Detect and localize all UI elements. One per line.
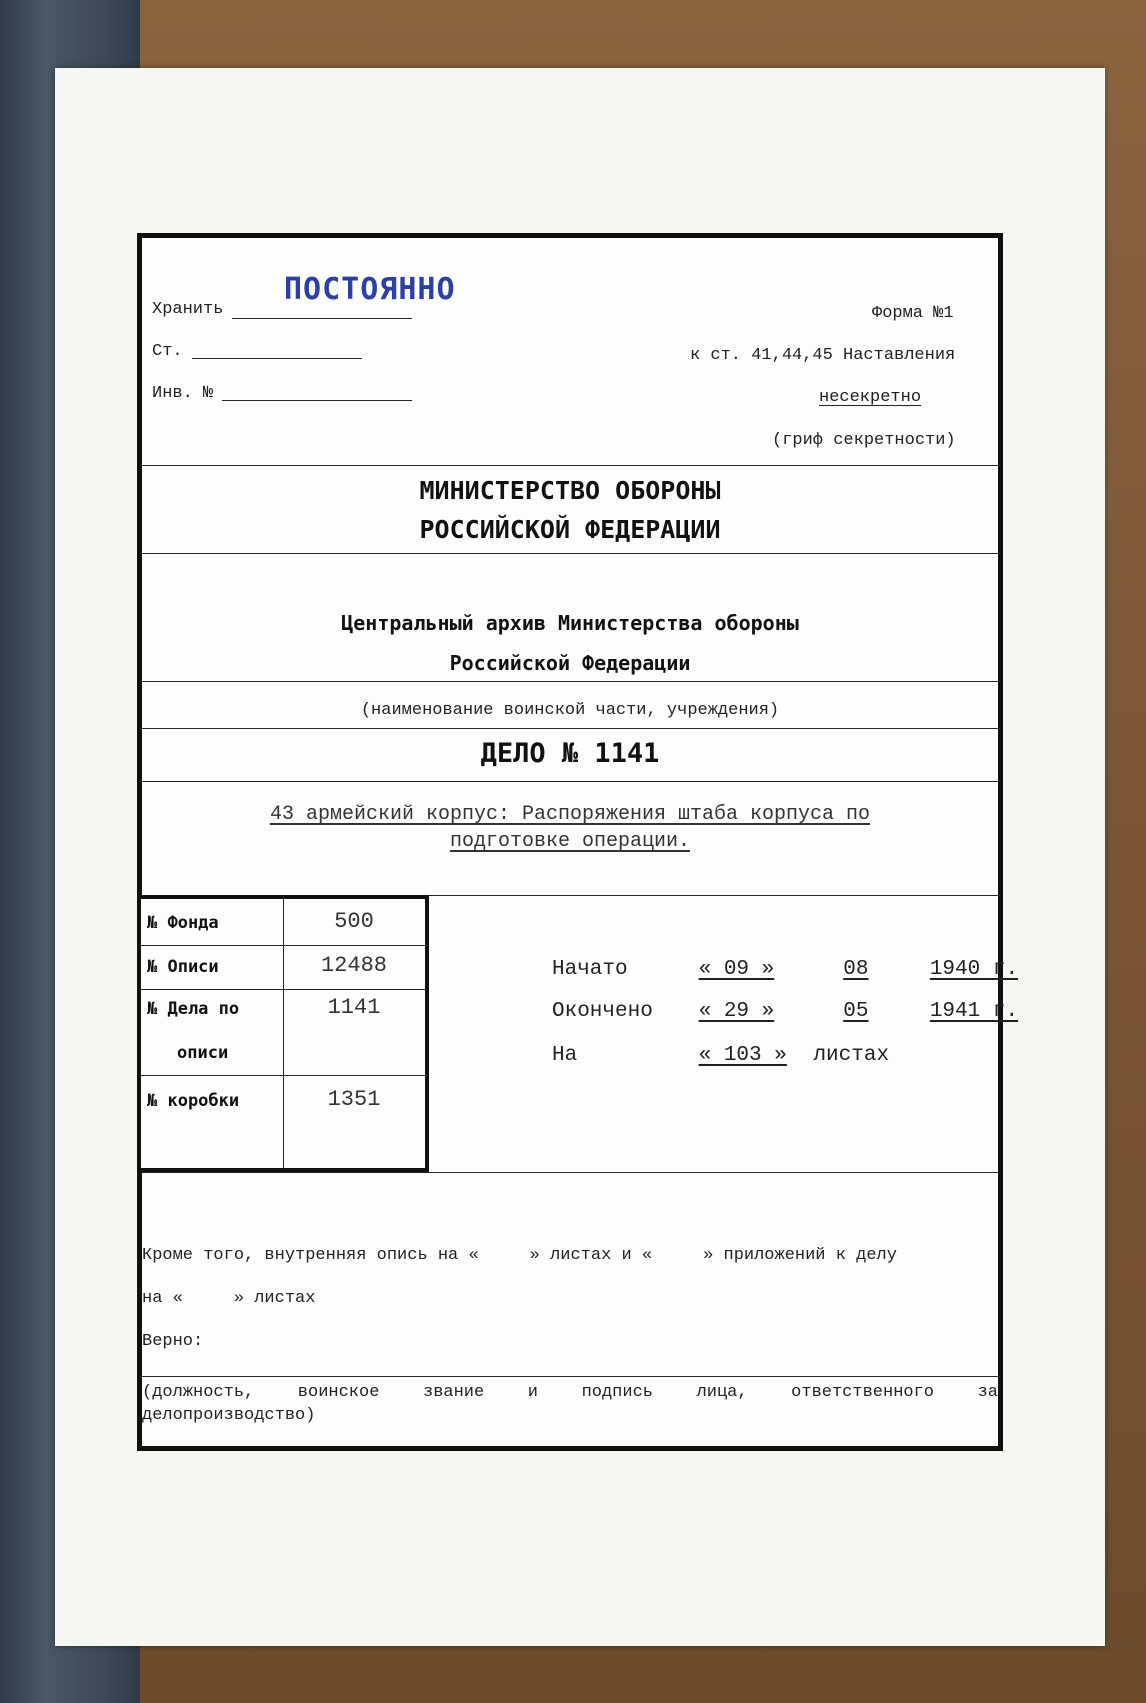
inventory-line: Кроме того, внутренняя опись на « » листах и « » приложений к делу	[142, 1246, 897, 1265]
delo-label-2: описи	[177, 1043, 229, 1063]
inv-line	[222, 380, 412, 401]
shelf-line	[192, 338, 362, 359]
opis-value: 12488	[320, 953, 387, 978]
caption-word: ответственного	[791, 1383, 934, 1402]
sheets-label: На	[552, 1044, 578, 1067]
divider-4	[142, 728, 998, 729]
table-row	[141, 899, 425, 946]
archive-line-2: Российской Федерации	[449, 651, 691, 675]
case-description	[142, 803, 998, 853]
caption-word: лица,	[696, 1383, 748, 1402]
description-line-2: подготовке операции.	[449, 830, 691, 853]
started-label: Начато	[552, 958, 628, 981]
archive-caption: (наименование воинской части, учреждения)	[360, 701, 780, 720]
table-row	[141, 989, 425, 1076]
sheets-count: « 103 »	[698, 1044, 787, 1067]
sheets-word: листах	[813, 1044, 890, 1067]
archive-block	[142, 611, 998, 675]
divider-3	[142, 681, 998, 682]
registry-table	[137, 895, 429, 1172]
started-day: « 09 »	[698, 958, 775, 981]
ended-month: 05	[843, 1000, 869, 1023]
delo-label: № Дела по	[147, 999, 240, 1019]
divider-7	[142, 1172, 998, 1173]
caption-word: звание	[423, 1383, 485, 1402]
fond-value: 500	[334, 909, 374, 934]
ended-year: 1941 г.	[929, 1000, 1019, 1023]
caption-word: (должность,	[142, 1383, 255, 1402]
divider-5	[142, 781, 998, 782]
inv-label: Инв. №	[152, 384, 214, 403]
opis-label: № Описи	[147, 957, 219, 977]
archive-line-1: Центральный архив Министерства обороны	[341, 611, 799, 635]
ended-label: Окончено	[552, 1000, 653, 1023]
ministry-line-2: РОССИЙСКОЙ ФЕДЕРАЦИИ	[419, 515, 721, 544]
divider-2	[142, 553, 998, 554]
sheets-count-row	[552, 1044, 889, 1067]
regulation-ref: к ст. 41,44,45 Наставления	[690, 346, 956, 365]
caption-word: за	[977, 1383, 998, 1402]
date-ended	[552, 1000, 1018, 1023]
caption-word: подпись	[581, 1383, 653, 1402]
caption-word: и	[527, 1383, 538, 1402]
store-stamp: ПОСТОЯННО	[284, 272, 456, 307]
table-row	[141, 945, 425, 990]
description-line-1: 43 армейский корпус: Распоряжения штаба корпуса по	[269, 803, 871, 826]
shelf-label: Ст.	[152, 342, 183, 361]
box-label: № коробки	[147, 1091, 240, 1111]
form-number: Форма №1	[872, 304, 954, 323]
secrecy-caption: (гриф секретности)	[772, 431, 956, 450]
inventory-line-2: на « » листах	[142, 1289, 316, 1308]
store-label: Хранить	[152, 300, 224, 319]
delo-value: 1141	[327, 995, 381, 1020]
case-title: ДЕЛО № 1141	[480, 738, 660, 769]
started-month: 08	[843, 958, 869, 981]
ministry-line-1: МИНИСТЕРСТВО ОБОРОНЫ	[419, 476, 721, 505]
verified-label: Верно:	[142, 1332, 204, 1351]
date-started	[552, 958, 1018, 981]
started-year: 1940 г.	[929, 958, 1019, 981]
signature-caption-end: делопроизводство)	[142, 1406, 316, 1425]
divider-1	[142, 465, 998, 466]
table-row	[141, 1075, 425, 1168]
divider-8	[142, 1376, 998, 1377]
fond-label: № Фонда	[147, 913, 219, 933]
archive-form	[137, 233, 1019, 1451]
signature-caption	[142, 1383, 998, 1402]
secrecy-value: несекретно	[819, 388, 922, 407]
ministry-block	[142, 476, 998, 544]
box-value: 1351	[327, 1087, 381, 1112]
ended-day: « 29 »	[698, 1000, 775, 1023]
caption-word: воинское	[297, 1383, 380, 1402]
